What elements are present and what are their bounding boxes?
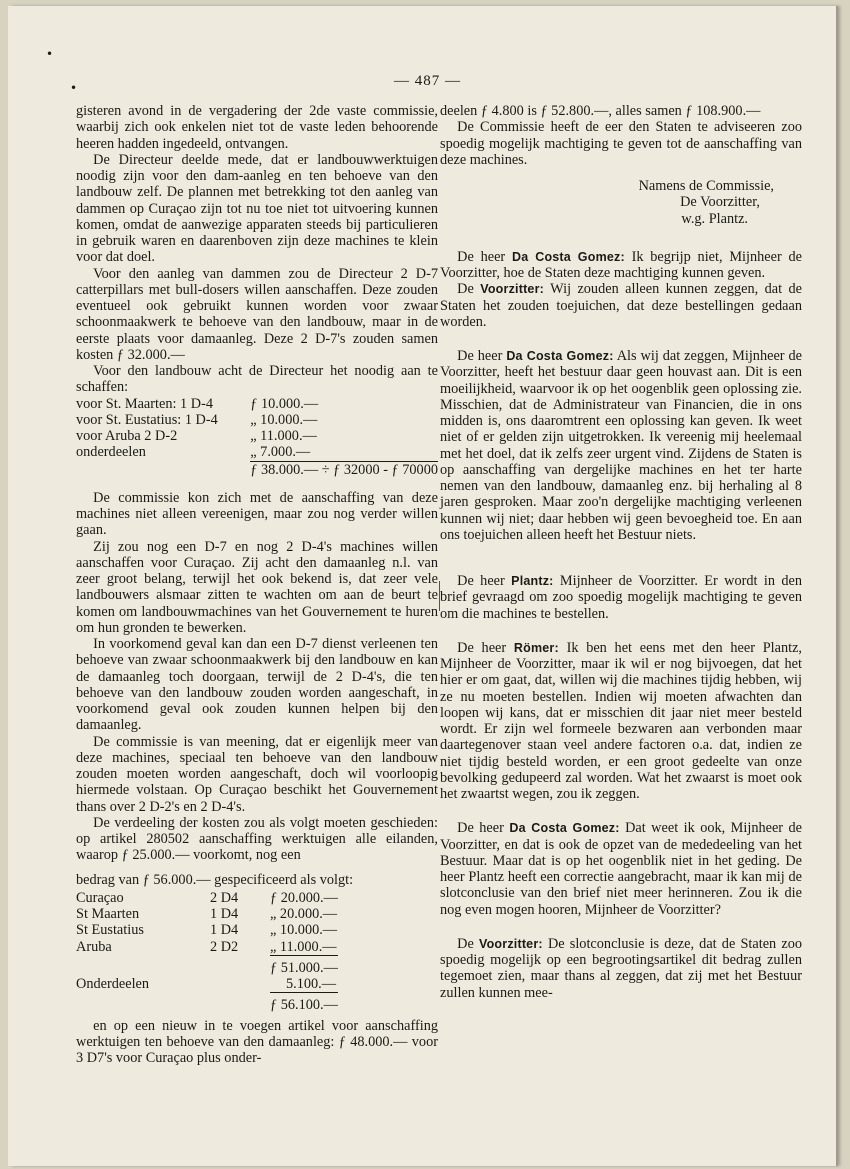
speech-text: Mijnheer de Voorzitter. Er wordt in den brief gevraagd om zoo spoedig mogelijk machtiging te geven om die machines te bestellen.: [440, 573, 802, 622]
table-row: [76, 396, 438, 412]
table-cell: 2 D2: [210, 938, 239, 955]
speech-text: Ik begrijp niet, Mijnheer de Voorzitter, hoe de Staten deze machtiging kunnen geven.: [440, 248, 802, 281]
paragraph: De Commissie heeft de eer den Staten te adviseeren zoo spoedig mogelijk machtiging te geven tot de aanschaffing van deze machines.: [440, 119, 802, 168]
table-cell: „ 20.000.—: [270, 906, 338, 922]
speech: De heer Plantz: Mijnheer de Voorzitter. Er wordt in den brief gevraagd om zoo spoedig mogelijk machtiging te geven om die machines te bestellen.: [440, 573, 802, 622]
table-cell: voor St. Eustatius: 1 D-4: [76, 411, 218, 428]
table-cell: St Maarten: [76, 906, 140, 922]
speech: De heer Da Costa Gomez: Ik begrijp niet, Mijnheer de Voorzitter, hoe de Staten deze machtiging kunnen geven.: [440, 248, 802, 281]
table-total: ƒ 56.100.—: [270, 993, 338, 1014]
table-row: [76, 993, 338, 1014]
table-cell: Aruba: [76, 938, 112, 955]
table-cell: voor St. Maarten: 1 D-4: [76, 395, 213, 412]
table-cell: „ 10.000.—: [250, 411, 318, 428]
paragraph: en op een nieuw in te voegen artikel voor aanschaffing werktuigen ten behoeve van den damaanleg: ƒ 48.000.— voor 3 D7's voor Curaçao plus onder-: [76, 1017, 438, 1066]
cost-table-specification: [76, 890, 338, 1014]
paragraph: bedrag van ƒ 56.000.— gespecificeerd als volgt:: [76, 871, 354, 888]
speech: De Voorzitter: De slotconclusie is deze, dat de Staten zoo spoedig mogelijk op een begrootingsartikel dit bedrag zullen tegemoet zien, maar thans al zeggen, dat zij met het Bestuur zullen kunnen mee-: [440, 935, 802, 1001]
speech: De heer Römer: Ik ben het eens met den heer Plantz, Mijnheer de Voorzitter, maar ik wil er nog bijvoegen, dat het hier er om gaat, dat, willen wij die machines tijdig hebben, wij ze nu moeten bestellen. Indien wij moeten afwachten dan loopen wij kans, dat er misschien dit jaar niet meer besteld wordt. Er zijn wel formeele bezwaren aan verbonden maar daartegenover staan veel andere factoren o.a. dat, indien ze niet tijdig besteld worden, er een groot gedeelte van onze bevolking gedupeerd zal worden. Wat het zwaarst is moet ook het zwaartst wegen, zou ik zeggen.: [440, 639, 803, 802]
speech-text: De slotconclusie is deze, dat de Staten zoo spoedig mogelijk op een begrootingsartikel dit bedrag zullen tegemoet zien, maar thans al zeggen, dat zij met het Bestuur zullen kunnen mee-: [440, 935, 802, 1001]
table-row: [76, 939, 338, 956]
speech: De heer Da Costa Gomez: Dat weet ik ook, Mijnheer de Voorzitter, en dat is ook de opzet van de mededeeling van het Bestuur. Maar dat is op het oogenblik niet in het geding. De heer Plantz heeft een correctie aangebracht, maar ik kan mij de slotconclusie van den brief niet meer herinneren. Zou ik die nog even mogen hooren, Mijnheer de Voorzitter?: [440, 820, 803, 918]
table-subtotal: ƒ 51.000.—: [270, 955, 338, 976]
table-cell: 5.100.—: [286, 976, 337, 992]
signature-line: Namens de Commissie,: [638, 178, 774, 194]
speech-text: Wij zouden alleen kunnen zeggen, dat de Staten het zouden toejuichen, dat deze bestellingen gedaan worden.: [440, 281, 802, 330]
document-page: [8, 6, 836, 1166]
page-number: — 487 —: [394, 73, 461, 89]
signature-block: [440, 178, 802, 227]
speech-text: Ik ben het eens met den heer Plantz, Mijnheer de Voorzitter, maar ik wil er nog bijvoegen, dat het hier er om gaat, dat, willen wij die machines tijdig hebben, wij ze nu moeten bestellen. Indien wij moeten afwachten dan loopen wij kans, dat er misschien dit jaar niet meer besteld wordt. Er zijn wel formeele bezwaren aan verbonden maar daartegenover staan veel andere factoren o.a. dat, indien ze niet tijdig besteld worden, er een groot gedeelte van onze bevolking gedupeerd zal worden. Wat het zwaarst is moet ook het zwaartst wegen, zou ik zeggen.: [440, 639, 803, 802]
table-cell: „ 7.000.—: [250, 444, 311, 461]
cost-table-landbouw: [76, 396, 438, 478]
table-cell: „ 10.000.—: [270, 922, 338, 939]
margin-mark: •: [46, 47, 54, 61]
speaker-name: Voorzitter:: [478, 936, 543, 951]
table-cell: St Eustatius: [76, 922, 144, 939]
table-row: [76, 955, 338, 976]
speaker-name: Plantz:: [511, 574, 554, 588]
paragraph: In voorkomend geval kan dan een D-7 dienst verleenen ten behoeve van zwaar schoonmaakwerk bij den landbouw en kan de damaanleg toch doorgaan, terwijl de 2 D-4's, die ten behoeve van den landbouw zouden worden aangeschaft, in voorkomend geval ook zouden kunnen helpen bij den damaanleg.: [76, 636, 438, 734]
paragraph: De verdeeling der kosten zou als volgt moeten geschieden: op artikel 280502 aanschaffing werktuigen alle eilanden, waarop ƒ 25.000.— voorkomt, nog een: [76, 814, 438, 864]
table-cell: 2 D4: [210, 889, 239, 906]
table-row: [76, 428, 438, 444]
table-cell: ƒ 20.000.—: [270, 889, 338, 906]
table-cell: 1 D4: [210, 922, 239, 939]
speech: De Voorzitter: Wij zouden alleen kunnen zeggen, dat de Staten het zouden toejuichen, dat deze bestellingen gedaan worden.: [440, 281, 802, 330]
signature-line: w.g. Plantz.: [681, 210, 748, 227]
table-cell: 1 D4: [210, 906, 239, 922]
speech-text: Als wij dat zeggen, Mijnheer de Voorzitter, heeft het bestuur daar geen houvast aan. Dit is een moeilijkheid, waarvoor ik op het oogenblik geen oplossing zie. Misschien, dat de Administrateur van Financien, die in ons midden is, ons daaromtrent een oplossing kan geven. Ik weet niet of er gelden zijn uitgetrokken. Ik vereenig mij heelemaal met het doel, dat ik zelfs zeer urgent vind. Zijdens de Staten is op aanschaffing van dergelijke machines en het ter harte nemen van den landbouw, damaanleg enz. bij herhaling al 8 jaren gesproken. Maar zoo'n dergelijke machtiging verleenen kunnen wij niet; daar hebben wij geen bevoegheid toe. En aan ons toejuichen alleen heeft het Bestuur niets.: [440, 348, 802, 543]
paragraph: De commissie kon zich met de aanschaffing van deze machines niet alleen vereenigen, maar zou nog verder willen gaan.: [76, 489, 438, 539]
table-row: [76, 922, 338, 938]
speaker-name: Da Costa Gomez:: [506, 349, 614, 363]
speaker-name: Römer:: [513, 640, 559, 655]
table-row: [76, 906, 338, 922]
signature-line: De Voorzitter,: [680, 194, 760, 211]
right-column: [440, 103, 802, 1001]
table-row: [76, 461, 438, 478]
table-cell: voor Aruba 2 D-2: [76, 428, 178, 444]
table-cell: „ 11.000.—: [270, 938, 337, 955]
table-cell: ƒ 10.000.—: [250, 395, 319, 412]
table-row: [76, 412, 438, 428]
paragraph: Zij zou nog een D-7 en nog 2 D-4's machines willen aanschaffen voor Curaçao. Zij acht den damaanleg n.l. van zeer groot belang, terwijl het ook bekend is, dat zeer vele landbouwers alsmaar zitten te wachten om aan de beurt te komen om landbouwmachines van het Gouvernement te huren om hun gronden te bewerken.: [76, 538, 438, 636]
table-total: ƒ 38.000.— ÷ ƒ 32000 - ƒ 70000: [250, 461, 438, 478]
table-row: [76, 890, 338, 906]
paragraph: Voor den landbouw acht de Directeur het noodig aan te schaffen:: [76, 363, 438, 396]
table-row: [76, 444, 438, 461]
speech: De heer Da Costa Gomez: Als wij dat zeggen, Mijnheer de Voorzitter, heeft het bestuur daar geen houvast aan. Dit is een moeilijkheid, waarvoor ik op het oogenblik geen oplossing zie. Misschien, dat de Administrateur van Financien, die in ons midden is, ons daaromtrent een oplossing kan geven. Ik weet niet of er gelden zijn uitgetrokken. Ik vereenig mij heelemaal met het doel, dat ik zelfs zeer urgent vind. Zijdens de Staten is op aanschaffing van dergelijke machines en het ter harte nemen van den landbouw, damaanleg enz. bij herhaling al 8 jaren gesproken. Maar zoo'n dergelijke machtiging verleenen kunnen wij niet; daar hebben wij geen bevoegheid toe. En aan ons toejuichen alleen heeft het Bestuur niets.: [440, 348, 802, 543]
table-cell: Onderdeelen: [76, 976, 150, 992]
table-cell: „ 11.000.—: [250, 428, 317, 444]
paragraph: De Directeur deelde mede, dat er landbouwwerktuigen noodig zijn voor den dam-aanleg en ten behoeve van den landbouw zelf. De plannen met betrekking tot den aanleg van dammen op Curaçao zijn tot nu toe niet tot uitvoering kunnen komen, omdat de aanwezige apparaten steeds bij particulieren in gebruik waren en daarenboven zijn deze machines te klein voor dat doel.: [76, 151, 438, 266]
table-cell: Curaçao: [76, 889, 124, 906]
paragraph: gisteren avond in de vergadering der 2de vaste commissie, waarbij zich ook enkelen niet tot de vaste leden behoorende heeren hadden ingedeeld, ontvangen.: [76, 103, 438, 152]
table-row: [76, 976, 338, 993]
left-column: [76, 103, 438, 1066]
table-cell: onderdeelen: [76, 444, 146, 461]
speaker-name: Da Costa Gomez:: [511, 249, 625, 264]
paragraph: Voor den aanleg van dammen zou de Directeur 2 D-7 catterpillars met bull-dosers willen aanschaffen. Deze zouden eventueel ook gebruikt kunnen worden voor zwaar schoonmaakwerk te behoeve van den landbouw, maar in de eerste plaats voor damaanleg. Deze 2 D-7's zouden samen kosten ƒ 32.000.—: [76, 265, 438, 363]
speaker-name: Voorzitter:: [480, 282, 545, 297]
speaker-name: Da Costa Gomez:: [509, 821, 620, 836]
margin-mark: •: [70, 81, 78, 95]
speech-text: Dat weet ik ook, Mijnheer de Voorzitter, en dat is ook de opzet van de mededeeling van het Bestuur. Maar dat is op het oogenblik niet in het geding. De heer Plantz heeft een correctie aangebracht, maar ik kan mij de slotconclusie van den brief niet meer herinneren. Zou ik die nog even mogen hooren, Mijnheer de Voorzitter?: [440, 820, 803, 918]
paragraph: deelen ƒ 4.800 is ƒ 52.800.—, alles samen ƒ 108.900.—: [440, 103, 761, 119]
paragraph: De commissie is van meening, dat er eigenlijk meer van deze machines, speciaal ten behoeve van den landbouw zouden moeten worden aangeschaft, doch wil voorloopig hiermede volstaan. Op Curaçao beschikt het Gouvernement thans over 2 D-2's en 2 D-4's.: [76, 733, 438, 815]
